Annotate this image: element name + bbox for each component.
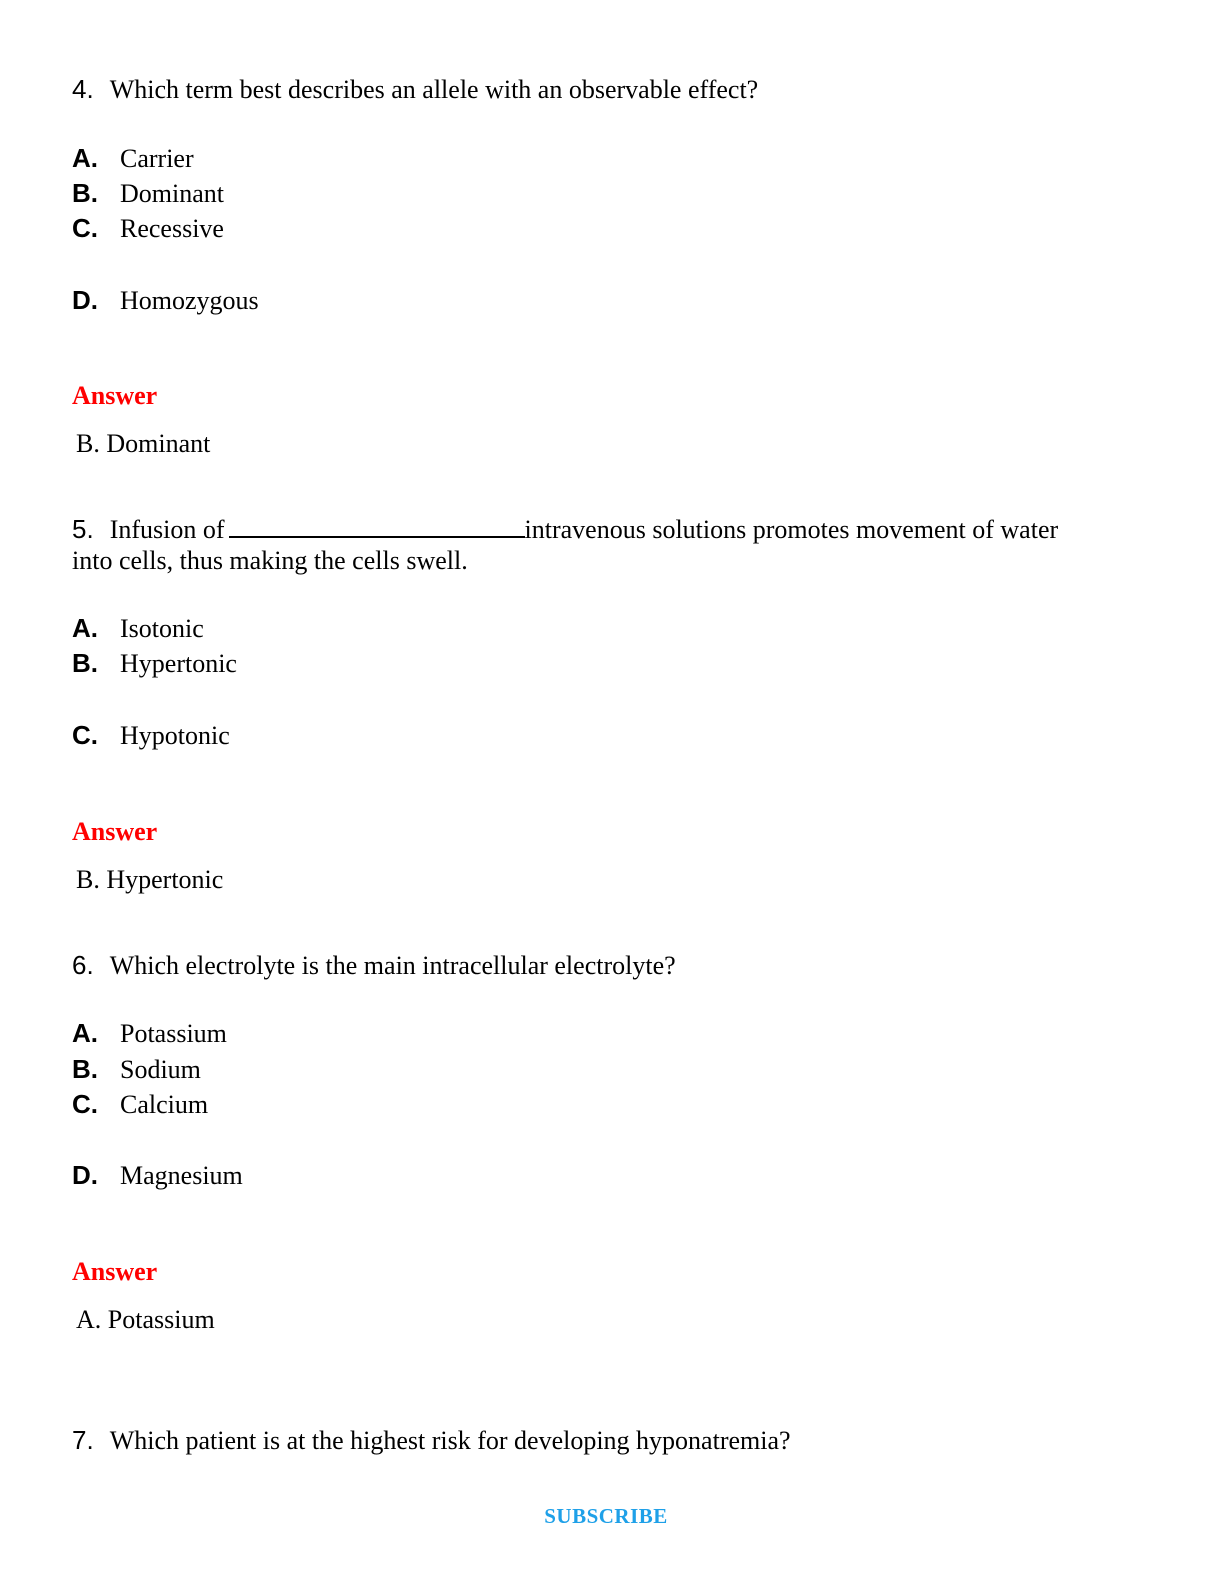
answer-label: Answer [72, 381, 158, 410]
question-text: Which patient is at the highest risk for developing hyponatremia? [109, 1426, 791, 1455]
question-number: 6. [72, 950, 94, 980]
question-number: 4. [72, 74, 94, 104]
option-text: Hypertonic [120, 649, 237, 678]
option-c [72, 213, 224, 244]
option-letter: A. [72, 613, 98, 643]
option-text: Homozygous [120, 286, 259, 315]
option-letter: A. [72, 143, 98, 173]
question-5 [72, 514, 1058, 545]
question-4 [72, 74, 758, 105]
option-letter: C. [72, 1089, 98, 1119]
option-d [72, 285, 259, 316]
question-text: Which electrolyte is the main intracellular electrolyte? [109, 951, 676, 980]
question-text: Which term best describes an allele with an observable effect? [109, 75, 759, 104]
option-letter: A. [72, 1018, 98, 1048]
option-c [72, 1089, 208, 1120]
answer-value: A. Potassium [76, 1305, 215, 1334]
option-text: Dominant [120, 179, 224, 208]
question-6 [72, 950, 676, 981]
answer-value: B. Hypertonic [76, 865, 224, 894]
option-letter: C. [72, 720, 98, 750]
fill-in-blank [229, 514, 525, 538]
answer-label: Answer [72, 1257, 158, 1286]
answer-label: Answer [72, 817, 158, 846]
option-letter: B. [72, 648, 98, 678]
question-text-line2: into cells, thus making the cells swell. [72, 546, 468, 575]
subscribe-link[interactable]: SUBSCRIBE [544, 1504, 668, 1528]
option-b [72, 178, 224, 209]
option-a [72, 613, 204, 644]
answer-value: B. Dominant [76, 429, 211, 458]
option-a [72, 143, 194, 174]
question-text-end: intravenous solutions promotes movement of water [524, 515, 1059, 544]
option-letter: D. [72, 285, 98, 315]
option-c [72, 720, 230, 751]
option-b [72, 1054, 201, 1085]
question-number: 5. [72, 514, 94, 544]
option-text: Calcium [120, 1090, 209, 1119]
option-text: Carrier [120, 144, 194, 173]
option-letter: B. [72, 178, 98, 208]
option-letter: B. [72, 1054, 98, 1084]
option-text: Sodium [120, 1055, 201, 1084]
option-text: Isotonic [120, 614, 204, 643]
option-text: Potassium [120, 1019, 227, 1048]
question-number: 7. [72, 1425, 94, 1455]
option-letter: D. [72, 1160, 98, 1190]
option-a [72, 1018, 227, 1049]
option-d [72, 1160, 243, 1191]
option-letter: C. [72, 213, 98, 243]
option-text: Recessive [120, 214, 224, 243]
option-text: Magnesium [120, 1161, 243, 1190]
question-7 [72, 1425, 791, 1456]
option-b [72, 648, 237, 679]
option-text: Hypotonic [120, 721, 230, 750]
question-text-start: Infusion of [109, 515, 225, 544]
